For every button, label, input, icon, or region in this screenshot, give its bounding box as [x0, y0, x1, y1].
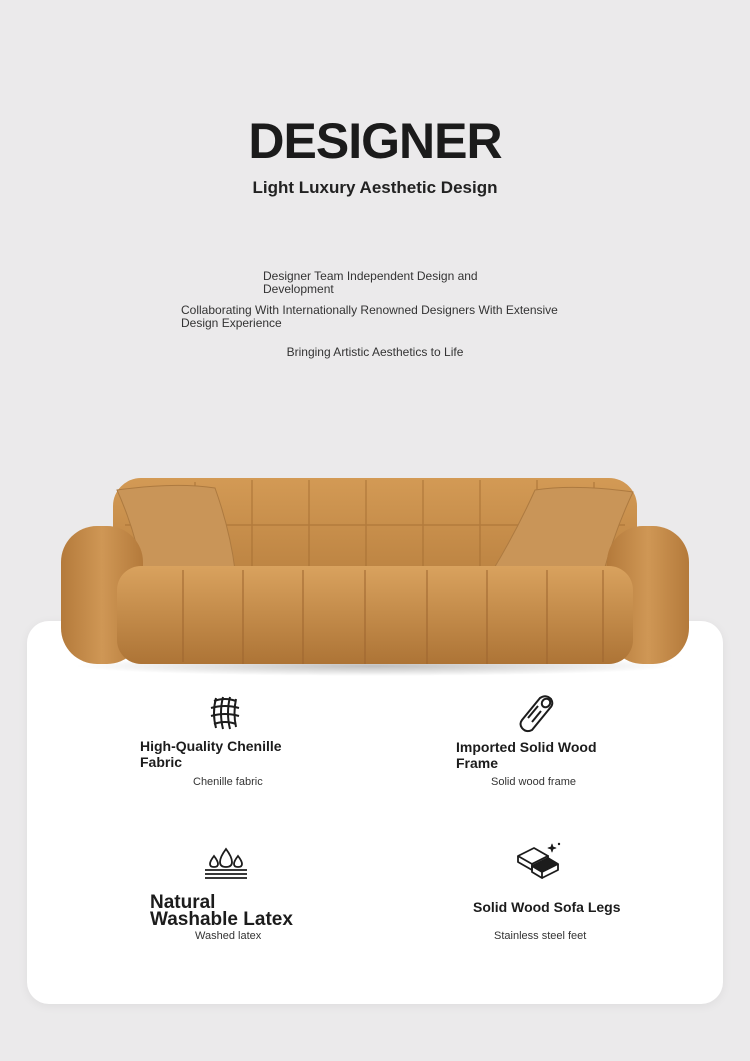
wood-blocks-icon: [514, 840, 562, 880]
latex-drops-icon: [203, 846, 249, 880]
wood-log-icon: [516, 692, 558, 734]
intro-line-1: Designer Team Independent Design and Development: [263, 269, 478, 296]
feature-title-frame: Imported Solid Wood Frame: [456, 739, 597, 771]
feature-subtitle-legs: Stainless steel feet: [494, 930, 587, 942]
feature-title-legs: Solid Wood Sofa Legs: [473, 899, 621, 915]
feature-title-fabric: High-Quality Chenille Fabric: [140, 738, 282, 770]
feature-subtitle-frame: Solid wood frame: [491, 776, 576, 788]
feature-title-latex-line1: Natural: [150, 892, 216, 913]
chenille-fabric-icon: [206, 695, 244, 731]
feature-subtitle-latex: Washed latex: [195, 930, 262, 942]
sofa-image: [55, 470, 695, 680]
intro-line-3: Bringing Artistic Aesthetics to Life: [286, 345, 464, 359]
feature-subtitle-fabric: Chenille fabric: [193, 776, 263, 788]
page-subtitle: Light Luxury Aesthetic Design: [252, 178, 498, 197]
feature-title-latex-line2: Washable Latex: [150, 909, 293, 930]
page-title: DESIGNER: [248, 113, 502, 169]
intro-line-2: Collaborating With Internationally Renowned Designers With Extensive Design Experience: [181, 303, 558, 330]
